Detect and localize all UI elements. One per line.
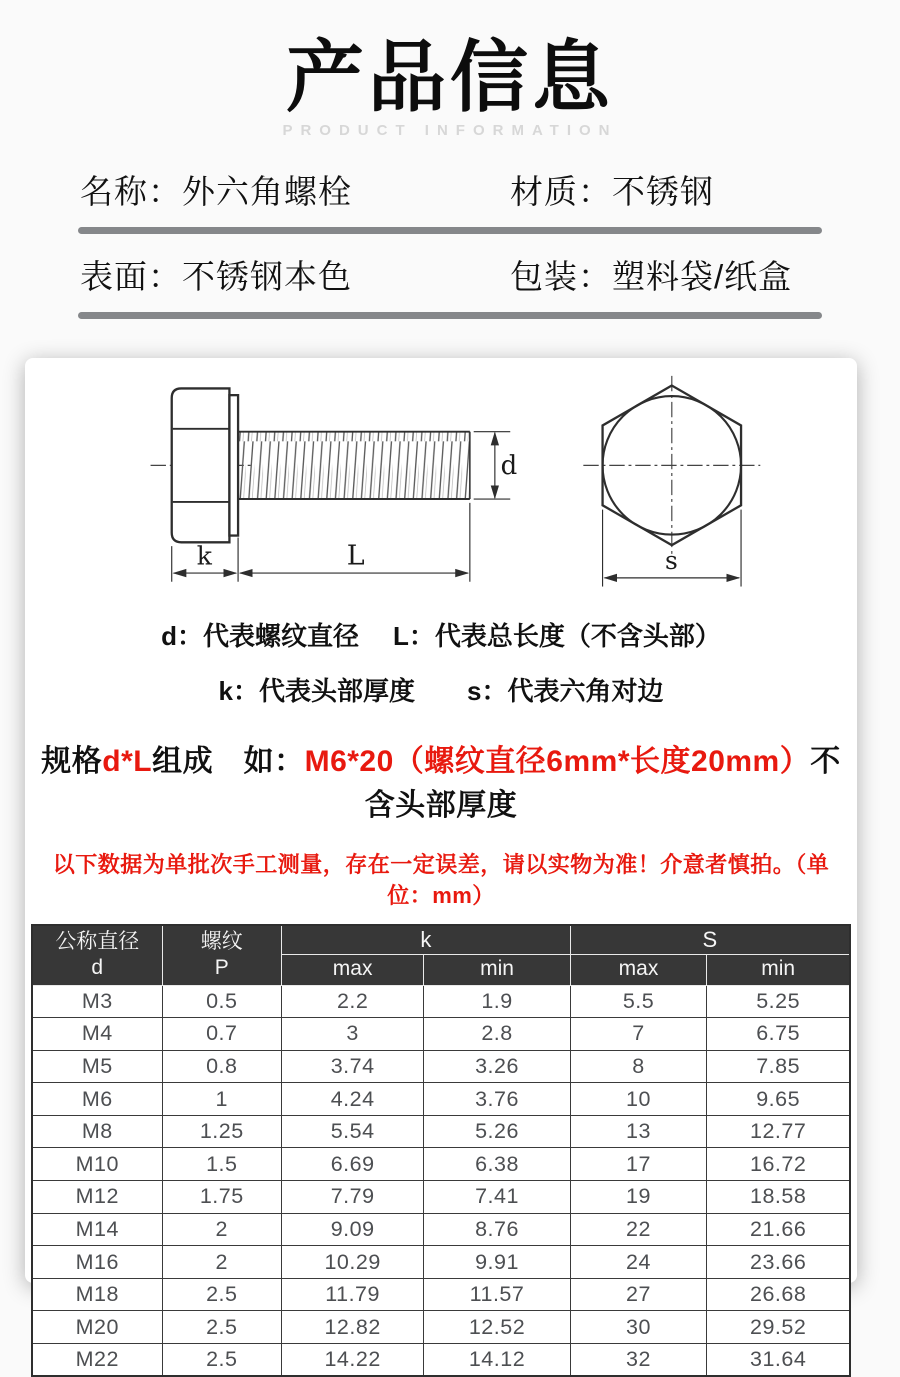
table-row xyxy=(32,985,850,1018)
divider-line-2 xyxy=(78,312,822,319)
legend-L: L：代表总长度（不含头部） xyxy=(393,621,721,651)
dim-label-L: L xyxy=(346,540,365,572)
table-cell: 2 xyxy=(162,1213,281,1246)
table-cell: 13 xyxy=(570,1115,707,1148)
table-cell: 7.85 xyxy=(707,1050,850,1083)
spec-table-body xyxy=(32,985,850,1376)
table-cell: 10.29 xyxy=(281,1246,423,1279)
table-cell: 1.9 xyxy=(424,985,570,1018)
table-row xyxy=(32,1181,850,1214)
header-k-min: min xyxy=(424,954,570,985)
name-attribute xyxy=(80,166,510,213)
table-cell: 3.76 xyxy=(424,1083,570,1116)
header-s-max: max xyxy=(570,954,707,985)
legend-line-2 xyxy=(31,671,851,708)
table-cell: 27 xyxy=(570,1278,707,1311)
dimension-legend xyxy=(31,616,851,708)
table-row xyxy=(32,1246,850,1279)
material-label: 材质： xyxy=(510,172,612,210)
header-pitch-symbol: P xyxy=(214,956,229,980)
page-title: 产品信息 xyxy=(285,33,614,121)
packaging-value: 塑料袋/纸盒 xyxy=(612,257,793,295)
table-row xyxy=(32,1050,850,1083)
table-cell: 5.26 xyxy=(424,1115,570,1148)
table-cell: 26.68 xyxy=(707,1278,850,1311)
bolt-head-side xyxy=(172,388,238,542)
table-cell: M18 xyxy=(32,1278,162,1311)
table-cell: 7.41 xyxy=(424,1181,570,1214)
table-cell: 7 xyxy=(570,1018,707,1051)
table-cell: M10 xyxy=(32,1148,162,1181)
table-cell: 9.09 xyxy=(281,1213,423,1246)
table-row xyxy=(32,1148,850,1181)
spec-part4: M6*20（螺纹直径6mm*长度20mm） xyxy=(304,745,811,778)
spec-part1: 规格 xyxy=(41,745,103,778)
legend-d: d：代表螺纹直径 xyxy=(161,621,359,651)
bolt-technical-drawing xyxy=(31,374,851,600)
table-cell: 11.57 xyxy=(424,1278,570,1311)
table-cell: 1 xyxy=(162,1083,281,1116)
table-row xyxy=(32,1115,850,1148)
table-cell: M20 xyxy=(32,1311,162,1344)
table-cell: M4 xyxy=(32,1018,162,1051)
title-block xyxy=(0,0,900,139)
table-cell: 11.79 xyxy=(281,1278,423,1311)
table-cell: 31.64 xyxy=(707,1344,850,1377)
table-cell: 8.76 xyxy=(424,1213,570,1246)
attribute-row-2 xyxy=(0,250,900,298)
table-cell: 2.5 xyxy=(162,1344,281,1377)
table-cell: 0.7 xyxy=(162,1018,281,1051)
header-diameter-symbol: d xyxy=(91,956,104,980)
table-cell: 16.72 xyxy=(707,1148,850,1181)
table-cell: 1.75 xyxy=(162,1181,281,1214)
dim-label-d: d xyxy=(500,451,518,482)
table-cell: 2.5 xyxy=(162,1311,281,1344)
header-pitch xyxy=(162,925,281,985)
spec-part2: d*L xyxy=(102,745,153,778)
table-cell: 22 xyxy=(570,1213,707,1246)
table-row xyxy=(32,1344,850,1377)
bolt-diagram xyxy=(31,374,851,600)
table-cell: 12.77 xyxy=(707,1115,850,1148)
header-k-group: k xyxy=(281,925,570,954)
header-s-group: S xyxy=(570,925,850,954)
table-cell: 5.54 xyxy=(281,1115,423,1148)
table-cell: 23.66 xyxy=(707,1246,850,1279)
table-cell: 0.5 xyxy=(162,985,281,1018)
table-cell: 29.52 xyxy=(707,1311,850,1344)
table-row xyxy=(32,1311,850,1344)
table-cell: 12.52 xyxy=(424,1311,570,1344)
table-cell: M8 xyxy=(32,1115,162,1148)
divider-line-1 xyxy=(78,227,822,234)
table-cell: 3 xyxy=(281,1018,423,1051)
legend-line-1 xyxy=(31,616,851,653)
header-diameter xyxy=(32,925,162,985)
table-cell: 8 xyxy=(570,1050,707,1083)
table-cell: M14 xyxy=(32,1213,162,1246)
table-cell: 2.2 xyxy=(281,985,423,1018)
name-label: 名称： xyxy=(80,172,182,210)
table-cell: 6.75 xyxy=(707,1018,850,1051)
table-cell: 1.5 xyxy=(162,1148,281,1181)
table-cell: M6 xyxy=(32,1083,162,1116)
table-row xyxy=(32,1278,850,1311)
table-cell: 19 xyxy=(570,1181,707,1214)
page-subtitle: PRODUCT INFORMATION xyxy=(282,122,618,139)
table-cell: M3 xyxy=(32,985,162,1018)
table-cell: 30 xyxy=(570,1311,707,1344)
table-cell: 3.26 xyxy=(424,1050,570,1083)
table-cell: 14.12 xyxy=(424,1344,570,1377)
dim-label-s: s xyxy=(665,546,678,576)
table-cell: 7.79 xyxy=(281,1181,423,1214)
table-cell: M12 xyxy=(32,1181,162,1214)
spec-part5: 不含头部厚度 xyxy=(364,745,841,822)
table-cell: M16 xyxy=(32,1246,162,1279)
table-cell: 1.25 xyxy=(162,1115,281,1148)
table-cell: 4.24 xyxy=(281,1083,423,1116)
table-cell: 2 xyxy=(162,1246,281,1279)
header-pitch-cn: 螺纹 xyxy=(200,930,243,953)
table-cell: 10 xyxy=(570,1083,707,1116)
table-cell: 9.91 xyxy=(424,1246,570,1279)
spec-table-header xyxy=(32,925,850,985)
dim-label-k: k xyxy=(196,541,212,571)
legend-s: s：代表六角对边 xyxy=(467,676,664,706)
surface-value: 不锈钢本色 xyxy=(182,257,352,295)
table-cell: 2.8 xyxy=(424,1018,570,1051)
table-cell: 5.5 xyxy=(570,985,707,1018)
centerlines-front xyxy=(583,376,760,555)
table-cell: 9.65 xyxy=(707,1083,850,1116)
table-cell: 5.25 xyxy=(707,985,850,1018)
product-attributes xyxy=(0,165,900,319)
measurement-warning: 以下数据为单批次手工测量，存在一定误差，请以实物为准！介意者慎拍。（单位：mm） xyxy=(52,852,830,908)
packaging-label: 包装： xyxy=(510,257,612,295)
material-value: 不锈钢 xyxy=(612,172,714,210)
table-cell: 12.82 xyxy=(281,1311,423,1344)
attribute-row-1 xyxy=(0,165,900,213)
table-cell: 32 xyxy=(570,1344,707,1377)
table-cell: 17 xyxy=(570,1148,707,1181)
table-row xyxy=(32,1083,850,1116)
table-cell: M22 xyxy=(32,1344,162,1377)
spec-format-line xyxy=(31,736,851,824)
table-row xyxy=(32,1213,850,1246)
bolt-shaft xyxy=(238,432,470,499)
table-cell: M5 xyxy=(32,1050,162,1083)
spec-part3: 组成 如： xyxy=(152,745,305,778)
legend-k: k：代表头部厚度 xyxy=(218,676,415,706)
surface-label: 表面： xyxy=(80,257,182,295)
table-row xyxy=(32,1018,850,1051)
name-value: 外六角螺栓 xyxy=(182,172,352,210)
table-cell: 14.22 xyxy=(281,1344,423,1377)
header-s-min: min xyxy=(707,954,850,985)
header-k-max: max xyxy=(281,954,423,985)
table-cell: 6.38 xyxy=(424,1148,570,1181)
table-cell: 3.74 xyxy=(281,1050,423,1083)
table-cell: 2.5 xyxy=(162,1278,281,1311)
packaging-attribute xyxy=(510,251,820,298)
table-cell: 0.8 xyxy=(162,1050,281,1083)
table-cell: 6.69 xyxy=(281,1148,423,1181)
table-cell: 24 xyxy=(570,1246,707,1279)
spec-card xyxy=(25,358,857,1372)
material-attribute xyxy=(510,166,820,213)
spec-table xyxy=(31,924,851,1377)
table-cell: 18.58 xyxy=(707,1181,850,1214)
header-diameter-cn: 公称直径 xyxy=(55,930,140,953)
table-cell: 21.66 xyxy=(707,1213,850,1246)
surface-attribute xyxy=(80,251,510,298)
